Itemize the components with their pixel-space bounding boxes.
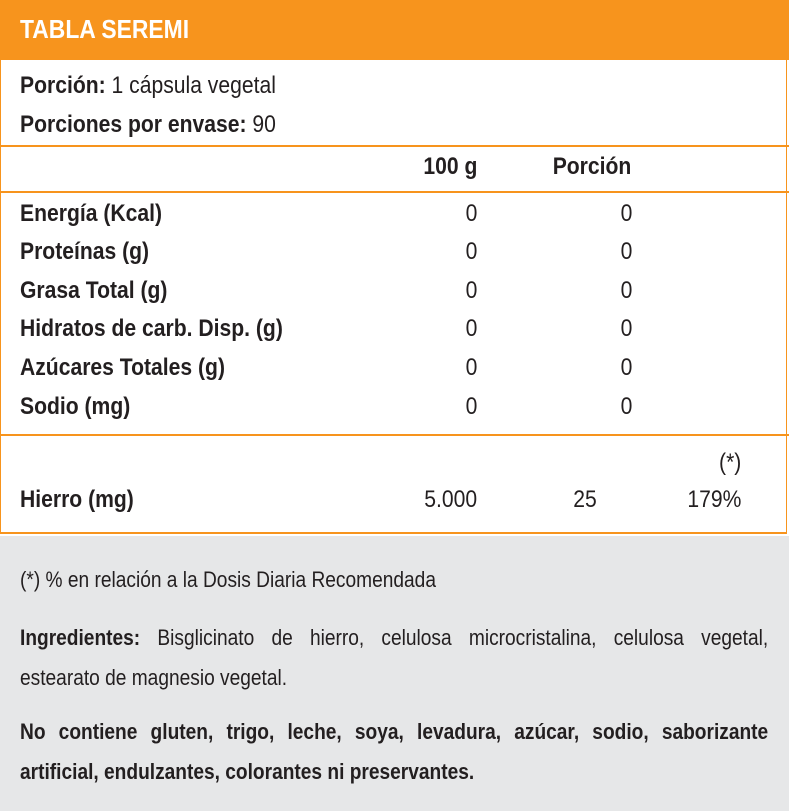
divider [0,145,789,147]
nutrient-value-100g: 0 [465,277,477,304]
label-title: TABLA SEREMI [20,14,190,44]
nutrient-value-portion: 0 [620,315,632,342]
nutrient-value-100g: 0 [465,238,477,265]
nutrient-value-portion: 0 [620,277,632,304]
iron-value-portion: 25 [573,486,597,513]
nutrient-name: Sodio (mg) [20,393,131,420]
header-bar [0,0,789,60]
servings-per-container-value: 90 [246,111,276,138]
servings-per-container-label: Porciones por envase: [20,111,247,138]
divider [0,434,789,436]
footer-notes [0,536,789,811]
nutrient-name: Azúcares Totales (g) [20,354,225,381]
nutrient-name: Proteínas (g) [20,238,150,265]
nutrient-name: Hidratos de carb. Disp. (g) [20,315,283,342]
servings-per-container [20,111,276,139]
divider [0,191,789,193]
nutrient-name: Energía (Kcal) [20,200,163,227]
serving-size-label: Porción: [20,72,106,99]
ingredients-label: Ingredientes: [20,625,141,650]
nutrient-name-iron: Hierro (mg) [20,486,134,513]
nutrient-value-100g: 0 [465,200,477,227]
nutrient-value-100g: 0 [465,393,477,420]
ingredients-text: Bisglicinato de hierro, celulosa microcristalina, celulosa vegetal, estearato de magnesio vegetal. [20,625,769,690]
serving-size [20,72,276,100]
daily-value-asterisk: (*) [718,449,741,476]
nutrient-value-100g: 0 [465,315,477,342]
allergen-statement: No contiene gluten, trigo, leche, soya, levadura, azúcar, sodio, saborizante artificial, endulzantes, colorantes ni preservantes. [20,719,769,784]
nutrient-name: Grasa Total (g) [20,277,168,304]
nutrient-value-portion: 0 [620,200,632,227]
column-header-100g: 100 g [422,153,477,180]
nutrient-value-portion: 0 [620,238,632,265]
column-header-portion: Porción [552,153,632,180]
iron-value-100g: 5.000 [424,486,477,513]
nutrient-value-100g: 0 [465,354,477,381]
daily-value-note: (*) % en relación a la Dosis Diaria Recomendada [20,567,436,592]
ingredients [20,618,768,698]
iron-daily-value-percent: 179% [686,486,741,513]
serving-size-value: 1 cápsula vegetal [105,72,276,99]
nutrient-value-portion: 0 [620,393,632,420]
nutrient-value-portion: 0 [620,354,632,381]
